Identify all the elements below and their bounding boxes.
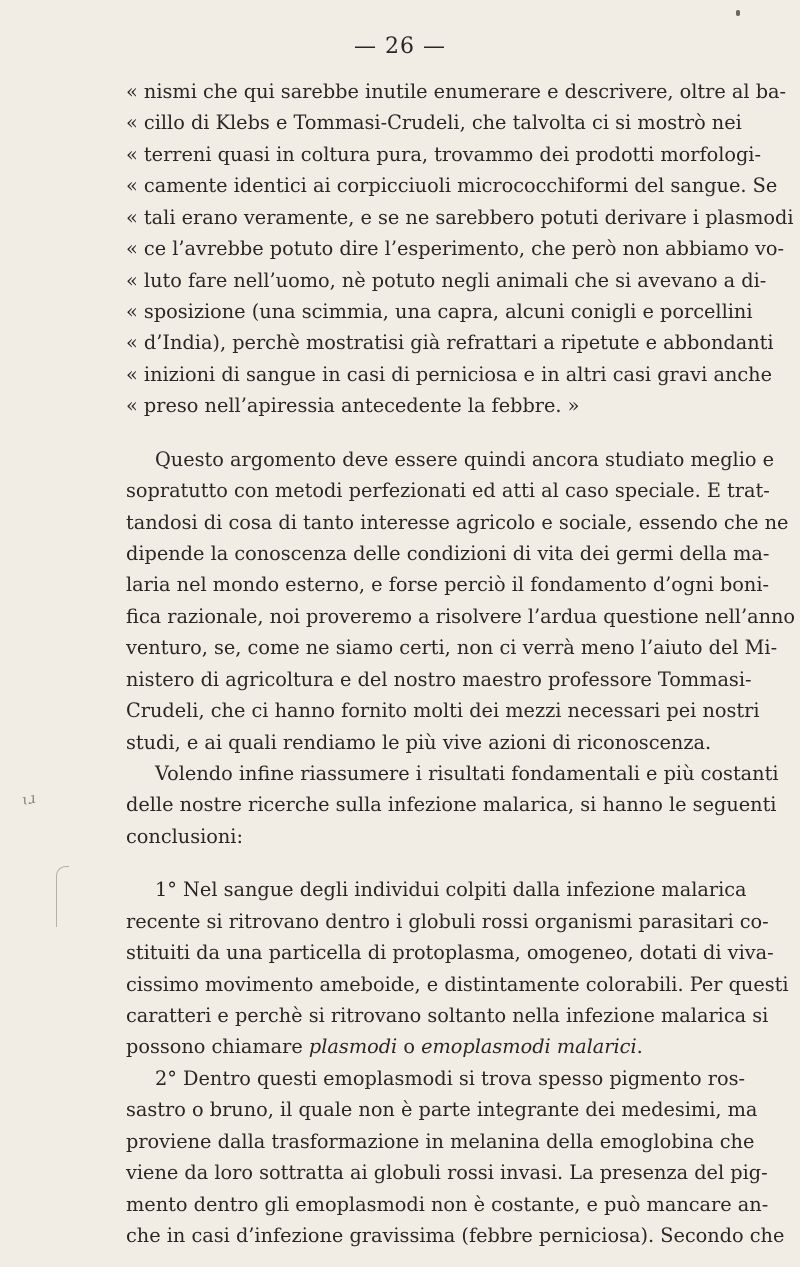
conclusion-line: cissimo movimento ameboide, e distintamente colorabili. Per questi: [126, 973, 789, 996]
quote-line: « preso nell’apiressia antecedente la febbre. »: [126, 394, 580, 417]
text-span: possono chiamare: [126, 1035, 309, 1058]
paragraph-line: fica razionale, noi proveremo a risolvere l’ardua questione nell’anno: [126, 605, 796, 628]
paragraph-line: Volendo infine riassumere i risultati fondamentali e più costanti: [155, 762, 779, 785]
margin-bracket: [56, 866, 69, 927]
paragraph-line: delle nostre ricerche sulla infezione malarica, si hanno le seguenti: [126, 793, 777, 816]
quote-line: « sposizione (una scimmia, una capra, alcuni conigli e porcellini: [126, 300, 753, 323]
term-plasmodi: plasmodi: [308, 1035, 398, 1058]
paragraph-line: conclusioni:: [126, 825, 243, 848]
conclusion-line: caratteri e perchè si ritrovano soltanto nella infezione malarica si: [126, 1004, 769, 1027]
paragraph-line: venturo, se, come ne siamo certi, non ci verrà meno l’aiuto del Mi-: [126, 636, 778, 659]
quote-line: « nismi che qui sarebbe inutile enumerare e descrivere, oltre al ba-: [126, 80, 787, 103]
conclusion-line: 2° Dentro questi emoplasmodi si trova spesso pigmento ros-: [155, 1067, 746, 1090]
conclusion-line: 1° Nel sangue degli individui colpiti dalla infezione malarica: [155, 878, 747, 901]
page-number: — 26 —: [354, 34, 446, 59]
paragraph-line: nistero di agricoltura e del nostro maestro professore Tommasi-: [126, 668, 752, 691]
paragraph-line: Crudeli, che ci hanno fornito molti dei mezzi necessari pei nostri: [126, 699, 760, 722]
conclusion-line: stituiti da una particella di protoplasma, omogeneo, dotati di viva-: [126, 941, 774, 964]
quote-line: « tali erano veramente, e se ne sarebbero potuti derivare i plasmodi: [126, 206, 794, 229]
text-span: .: [636, 1035, 643, 1058]
quote-line: « camente identici ai corpicciuoli micrococchiformi del sangue. Se: [126, 174, 778, 197]
quote-line: « luto fare nell’uomo, nè potuto negli animali che si avevano a di-: [126, 269, 767, 292]
conclusion-line: viene da loro sottratta ai globuli rossi invasi. La presenza del pig-: [126, 1161, 768, 1184]
quote-line: « inizioni di sangue in casi di perniciosa e in altri casi gravi anche: [126, 363, 772, 386]
conclusion-line: che in casi d’infezione gravissima (febbre perniciosa). Secondo che: [126, 1224, 785, 1247]
margin-note: ɩɹ: [20, 788, 38, 810]
quote-line: « terreni quasi in coltura pura, trovammo dei prodotti morfologi-: [126, 143, 761, 166]
term-emoplasmodi: emoplasmodi malarici: [421, 1035, 637, 1058]
conclusion-line: [126, 1033, 718, 1061]
paragraph-line: laria nel mondo esterno, e forse perciò il fondamento d’ogni boni-: [126, 573, 770, 596]
paragraph-line: dipende la conoscenza delle condizioni di vita dei germi della ma-: [126, 542, 770, 565]
quote-line: « cillo di Klebs e Tommasi-Crudeli, che talvolta ci si mostrò nei: [126, 111, 742, 134]
paragraph-line: Questo argomento deve essere quindi ancora studiato meglio e: [155, 448, 775, 471]
conclusion-line: proviene dalla trasformazione in melanina della emoglobina che: [126, 1130, 755, 1153]
paragraph-line: studi, e ai quali rendiamo le più vive azioni di riconoscenza.: [126, 731, 712, 754]
ink-spot: [736, 10, 740, 16]
conclusion-line: recente si ritrovano dentro i globuli rossi organismi parasitari co-: [126, 910, 769, 933]
text-span: o: [397, 1035, 422, 1058]
quote-line: « d’India), perchè mostratisi già refrattari a ripetute e abbondanti: [126, 331, 774, 354]
conclusion-line: sastro o bruno, il quale non è parte integrante dei medesimi, ma: [126, 1098, 758, 1121]
paragraph-line: tandosi di cosa di tanto interesse agricolo e sociale, essendo che ne: [126, 511, 789, 534]
paragraph-line: sopratutto con metodi perfezionati ed atti al caso speciale. E trat-: [126, 479, 770, 502]
quote-line: « ce l’avrebbe potuto dire l’esperimento, che però non abbiamo vo-: [126, 237, 785, 260]
conclusion-line: mento dentro gli emoplasmodi non è costante, e può mancare an-: [126, 1193, 769, 1216]
